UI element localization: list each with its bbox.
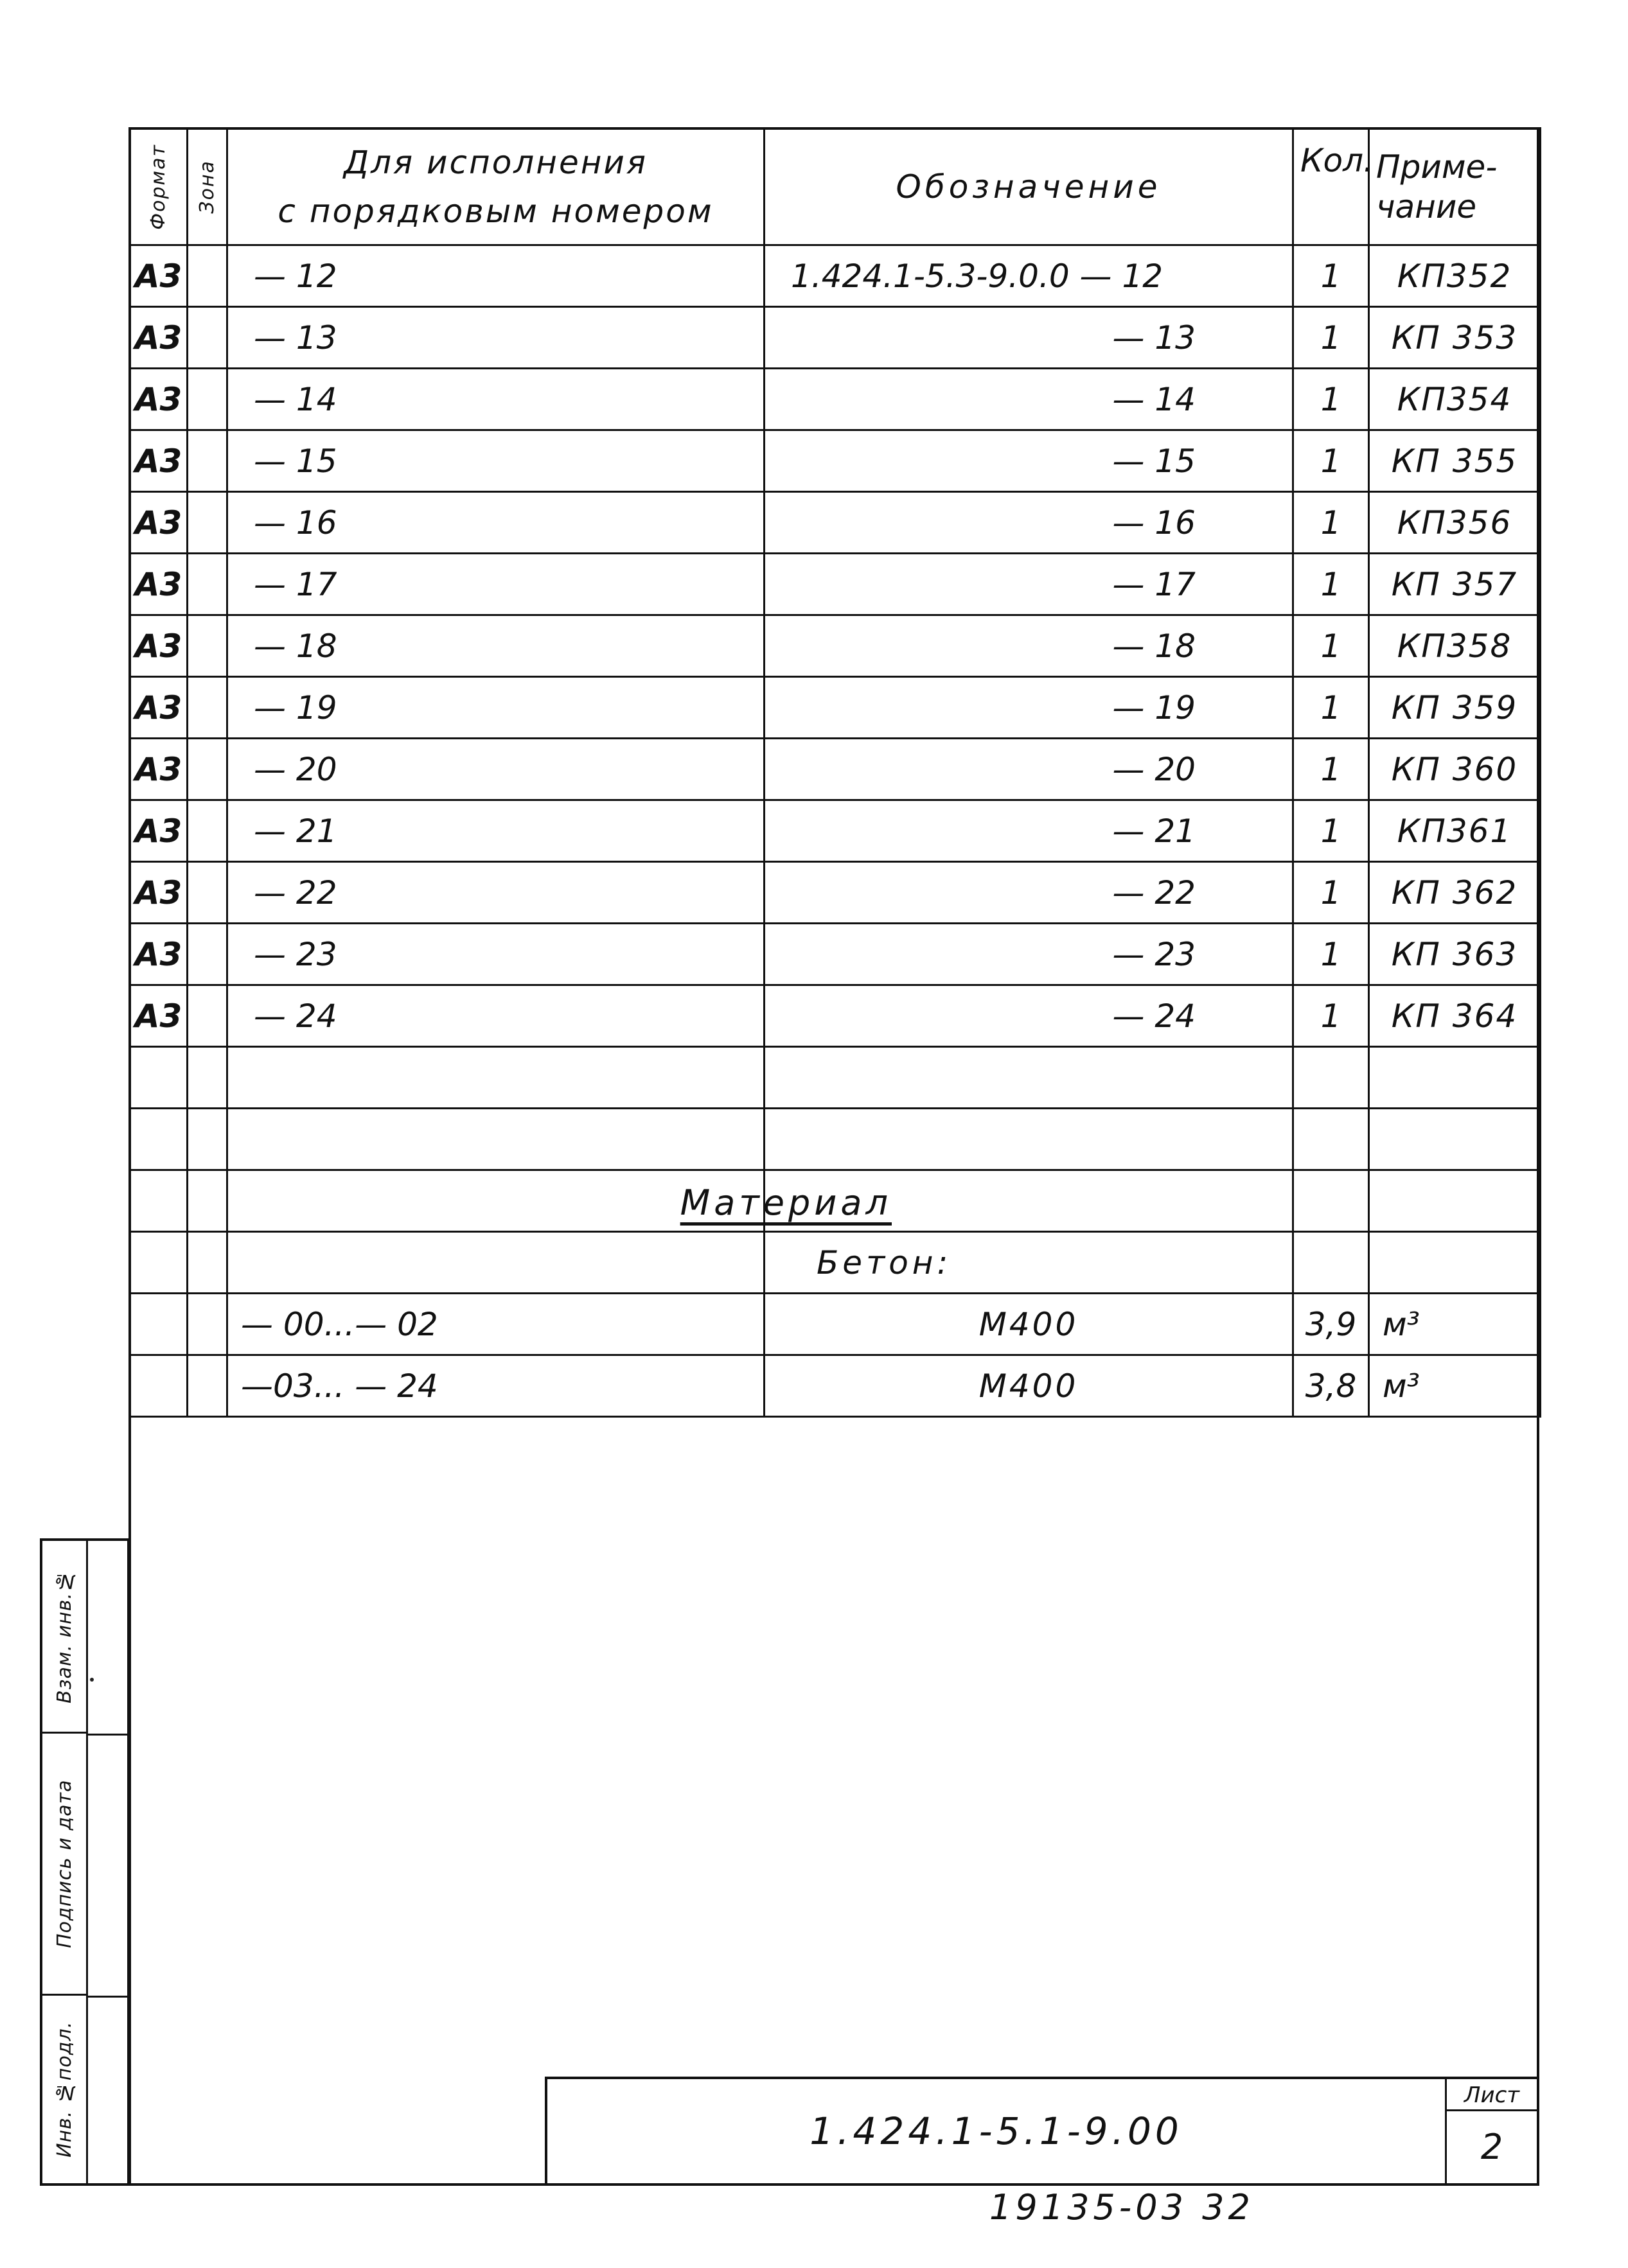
archive-code: 19135-03 32 (989, 2187, 1254, 2228)
cell-zone (188, 862, 227, 924)
cell-note: КП354 (1369, 369, 1541, 430)
cell-qty: 1 (1293, 985, 1369, 1047)
table-row (130, 615, 1541, 677)
header-designation: Обозначение (765, 128, 1293, 245)
cell-note: КП 360 (1369, 739, 1541, 800)
material-range: —03... — 24 (227, 1355, 765, 1417)
cell-designation: — 15 (765, 430, 1293, 492)
cell-name: — 18 (227, 615, 765, 677)
material-qty: 3,8 (1293, 1355, 1369, 1417)
cell-note: КП358 (1369, 615, 1541, 677)
material-grade: М400 (765, 1294, 1293, 1355)
material-heading-row (130, 1170, 1541, 1232)
cell-note: КП 362 (1369, 862, 1541, 924)
cell-designation: — 22 (765, 862, 1293, 924)
cell-zone (188, 924, 227, 985)
cell-name: — 21 (227, 800, 765, 862)
cell-format: А3 (130, 739, 188, 800)
cell-designation: — 21 (765, 800, 1293, 862)
header-qty: Кол. (1293, 128, 1369, 245)
table-row (130, 924, 1541, 985)
cell-name: — 13 (227, 307, 765, 369)
cell-qty: 1 (1293, 739, 1369, 800)
table-header (130, 128, 1541, 245)
cell-format: А3 (130, 677, 188, 739)
table-row (130, 985, 1541, 1047)
cell-zone (188, 369, 227, 430)
table-row (130, 245, 1541, 307)
cell-qty: 1 (1293, 800, 1369, 862)
table-row (130, 430, 1541, 492)
cell-format: А3 (130, 492, 188, 554)
cell-zone (188, 307, 227, 369)
empty-row (130, 1047, 1541, 1109)
sheet-label: Лист (1447, 2079, 1537, 2111)
cell-format: А3 (130, 924, 188, 985)
cell-format: А3 (130, 245, 188, 307)
stamp-signature-date: Подпись и дата (42, 1734, 86, 1996)
table-row (130, 677, 1541, 739)
cell-zone (188, 554, 227, 615)
material-row (130, 1294, 1541, 1355)
cell-qty: 1 (1293, 862, 1369, 924)
cell-designation: — 16 (765, 492, 1293, 554)
cell-zone (188, 430, 227, 492)
cell-note: КП356 (1369, 492, 1541, 554)
cell-zone (188, 615, 227, 677)
cell-note: КП 357 (1369, 554, 1541, 615)
material-grade: М400 (765, 1355, 1293, 1417)
header-format: Формат (130, 128, 188, 245)
cell-designation: — 13 (765, 307, 1293, 369)
cell-note: КП 363 (1369, 924, 1541, 985)
cell-note: КП 364 (1369, 985, 1541, 1047)
sheet-number: 2 (1480, 2127, 1503, 2167)
cell-name: — 12 (227, 245, 765, 307)
cell-format: А3 (130, 800, 188, 862)
cell-zone (188, 985, 227, 1047)
cell-name: — 19 (227, 677, 765, 739)
stamp-inv-replace: Взам. инв.№ (42, 1541, 86, 1734)
cell-zone (188, 800, 227, 862)
table-row (130, 307, 1541, 369)
cell-note: КП 353 (1369, 307, 1541, 369)
stamp-inv-original: Инв. №подл. (53, 2021, 76, 2158)
cell-designation: — 14 (765, 369, 1293, 430)
cell-name: — 20 (227, 739, 765, 800)
cell-name: — 16 (227, 492, 765, 554)
cell-qty: 1 (1293, 924, 1369, 985)
document-code: 1.424.1-5.1-9.00 (547, 2079, 1447, 2183)
cell-note: КП 359 (1369, 677, 1541, 739)
table-row (130, 369, 1541, 430)
cell-qty: 1 (1293, 492, 1369, 554)
cell-zone (188, 677, 227, 739)
cell-designation: — 24 (765, 985, 1293, 1047)
stray-dot (90, 1678, 94, 1682)
cell-designation: — 17 (765, 554, 1293, 615)
side-stamp (40, 1538, 130, 2186)
cell-name: — 14 (227, 369, 765, 430)
table-row (130, 862, 1541, 924)
cell-designation: — 20 (765, 739, 1293, 800)
cell-qty: 1 (1293, 554, 1369, 615)
cell-format: А3 (130, 307, 188, 369)
material-row (130, 1355, 1541, 1417)
cell-qty: 1 (1293, 369, 1369, 430)
cell-name: — 22 (227, 862, 765, 924)
cell-note: КП352 (1369, 245, 1541, 307)
table-row (130, 739, 1541, 800)
concrete-label: Бетон: (765, 1232, 1293, 1294)
cell-designation: — 23 (765, 924, 1293, 985)
table-row (130, 554, 1541, 615)
cell-designation: — 19 (765, 677, 1293, 739)
header-name: Для исполнения с порядковым номером (227, 128, 765, 245)
cell-format: А3 (130, 369, 188, 430)
empty-row (130, 1109, 1541, 1170)
material-qty: 3,9 (1293, 1294, 1369, 1355)
header-zone: Зона (188, 128, 227, 245)
cell-qty: 1 (1293, 307, 1369, 369)
cell-designation: 1.424.1-5.3-9.0.0 — 12 (765, 245, 1293, 307)
table-row (130, 492, 1541, 554)
cell-qty: 1 (1293, 430, 1369, 492)
title-block (545, 2077, 1539, 2186)
cell-name: — 24 (227, 985, 765, 1047)
cell-qty: 1 (1293, 615, 1369, 677)
material-unit: м³ (1369, 1355, 1541, 1417)
cell-format: А3 (130, 862, 188, 924)
cell-zone (188, 245, 227, 307)
cell-name: — 15 (227, 430, 765, 492)
cell-format: А3 (130, 985, 188, 1047)
cell-note: КП361 (1369, 800, 1541, 862)
cell-note: КП 355 (1369, 430, 1541, 492)
cell-name: — 17 (227, 554, 765, 615)
header-note: Приме- чание (1369, 128, 1541, 245)
cell-qty: 1 (1293, 245, 1369, 307)
material-heading: Материал (680, 1182, 892, 1223)
cell-qty: 1 (1293, 677, 1369, 739)
cell-zone (188, 739, 227, 800)
table-row (130, 800, 1541, 862)
cell-format: А3 (130, 430, 188, 492)
concrete-row (130, 1232, 1541, 1294)
cell-format: А3 (130, 615, 188, 677)
cell-name: — 23 (227, 924, 765, 985)
cell-format: А3 (130, 554, 188, 615)
cell-zone (188, 492, 227, 554)
material-range: — 00...— 02 (227, 1294, 765, 1355)
material-unit: м³ (1369, 1294, 1541, 1355)
cell-designation: — 18 (765, 615, 1293, 677)
specification-table (128, 127, 1541, 1418)
